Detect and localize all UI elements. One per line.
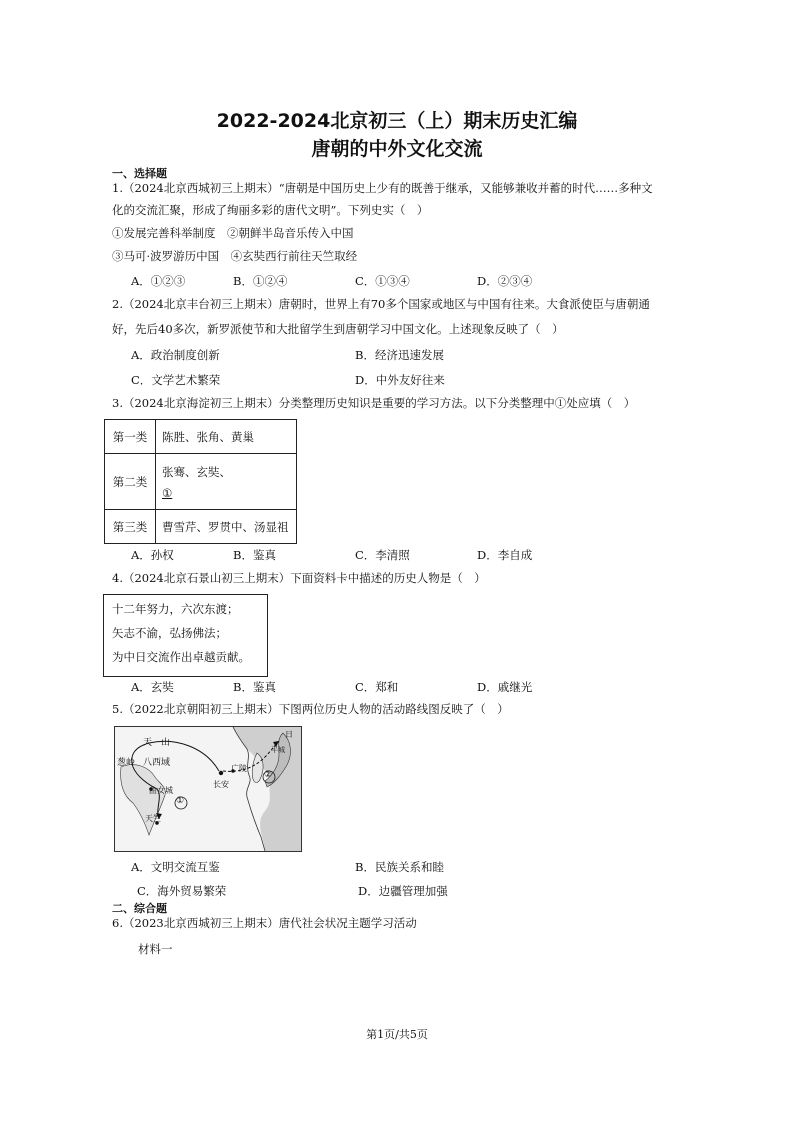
q4-option-c[interactable]: C．郑和: [355, 680, 399, 694]
q5-option-c[interactable]: C．海外贸易繁荣: [137, 884, 227, 898]
page-footer: 第1页/共5页: [366, 1028, 428, 1041]
classification-table: [104, 419, 297, 544]
blank-marker: ①: [162, 485, 173, 500]
q5-option-b[interactable]: B．民族关系和睦: [355, 860, 444, 874]
q3-option-a[interactable]: A．孙权: [131, 548, 174, 562]
map-label-japan: 日: [285, 730, 293, 739]
table-row: [105, 454, 297, 510]
q1-option-d[interactable]: D．②③④: [477, 274, 533, 288]
q2-stem-line1: 2.（2024北京丰台初三上期末）唐朝时，世界上有70多个国家或地区与中国有往来。大食派使臣与唐朝通: [112, 297, 650, 311]
changan-dot: [219, 771, 223, 775]
page-title: 2022-2024北京初三（上）期末历史汇编: [216, 110, 578, 132]
map-label-changan: 长安: [213, 780, 229, 789]
section-heading-comprehensive: 二、综合题: [112, 902, 167, 915]
category-value-cell: [156, 454, 297, 510]
q2-stem-line2: 好，先后40多次，新罗派使节和大批留学生到唐朝学习中国文化。上述现象反映了（ ）: [112, 322, 564, 336]
map-label-xiyu: 八西域: [143, 758, 171, 768]
q3-option-c[interactable]: C．李清照: [355, 548, 410, 562]
route-map: [114, 726, 302, 852]
map-marker-1: ①: [176, 796, 185, 806]
sea-region: [233, 727, 301, 851]
q1-stem-line1: 1.（2024北京西城初三上期末）“唐朝是中国历史上少有的既善于继承，又能够兼收并蓄的时代……多种文: [112, 181, 653, 195]
info-card: [103, 594, 268, 677]
q2-option-b[interactable]: B．经济迅速发展: [355, 348, 444, 362]
table-row: [105, 510, 297, 544]
q4-stem: 4.（2024北京石景山初三上期末）下面资料卡中描述的历史人物是（ ）: [112, 571, 486, 585]
page-subtitle: 唐朝的中外文化交流: [311, 138, 483, 160]
q3-stem: 3.（2024北京海淀初三上期末）分类整理历史知识是重要的学习方法。以下分类整理中①处应填（ ）: [112, 396, 636, 410]
map-label-quniu: 曲女城: [149, 786, 173, 795]
card-line: 矢志不渝，弘扬佛法；: [112, 626, 227, 640]
q5-option-a[interactable]: A．文明交流互鉴: [131, 860, 220, 874]
q1-stem-line2: 化的交流汇聚，形成了绚丽多彩的唐代文明”。下列史实（ ）: [112, 203, 429, 217]
category-label: 第三类: [105, 510, 156, 544]
q1-option-a[interactable]: A．①②③: [131, 274, 186, 288]
section-heading-choice: 一、选择题: [112, 167, 167, 180]
q2-option-d[interactable]: D．中外友好往来: [355, 373, 445, 387]
map-label-nara: 平城: [271, 746, 285, 754]
card-line: 十二年努力，六次东渡；: [112, 602, 239, 616]
map-label-tianshan: 天 山: [143, 738, 171, 748]
card-line: 为中日交流作出卓越贡献。: [112, 650, 250, 664]
map-label-guangling: 广陵: [231, 764, 247, 773]
category-value: 陈胜、张角、黄巢: [156, 420, 297, 454]
q4-option-a[interactable]: A．玄奘: [131, 680, 174, 694]
q5-option-d[interactable]: D．边疆管理加强: [358, 884, 448, 898]
q4-option-b[interactable]: B．鉴真: [233, 680, 276, 694]
q3-option-b[interactable]: B．鉴真: [233, 548, 276, 562]
q6-stem: 6.（2023北京西城初三上期末）唐代社会状况主题学习活动: [112, 916, 417, 930]
q2-option-c[interactable]: C．文学艺术繁荣: [131, 373, 221, 387]
category-value: 曹雪芹、罗贯中、汤显祖: [156, 510, 297, 544]
q1-option-c[interactable]: C．①③④: [355, 274, 410, 288]
table-row: [105, 420, 297, 454]
q4-option-d[interactable]: D．戚继光: [477, 680, 533, 694]
q1-option-b[interactable]: B．①②④: [233, 274, 288, 288]
map-marker-2: ②: [264, 770, 273, 780]
category-value: 张骞、玄奘、: [162, 464, 231, 479]
q1-item-line2: ③马可·波罗游历中国 ④玄奘西行前往天竺取经: [112, 249, 358, 263]
q1-item-line1: ①发展完善科举制度 ②朝鲜半岛音乐传入中国: [112, 226, 354, 240]
map-label-tianzhu: 天竺: [145, 814, 161, 823]
q2-option-a[interactable]: A．政治制度创新: [131, 348, 220, 362]
category-label: 第一类: [105, 420, 156, 454]
category-label: 第二类: [105, 454, 156, 510]
map-label-congling: 葱岭: [117, 758, 136, 768]
q6-material-label: 材料一: [138, 942, 173, 956]
q3-option-d[interactable]: D．李自成: [477, 548, 533, 562]
q5-stem: 5.（2022北京朝阳初三上期末）下图两位历史人物的活动路线图反映了（ ）: [112, 702, 509, 716]
